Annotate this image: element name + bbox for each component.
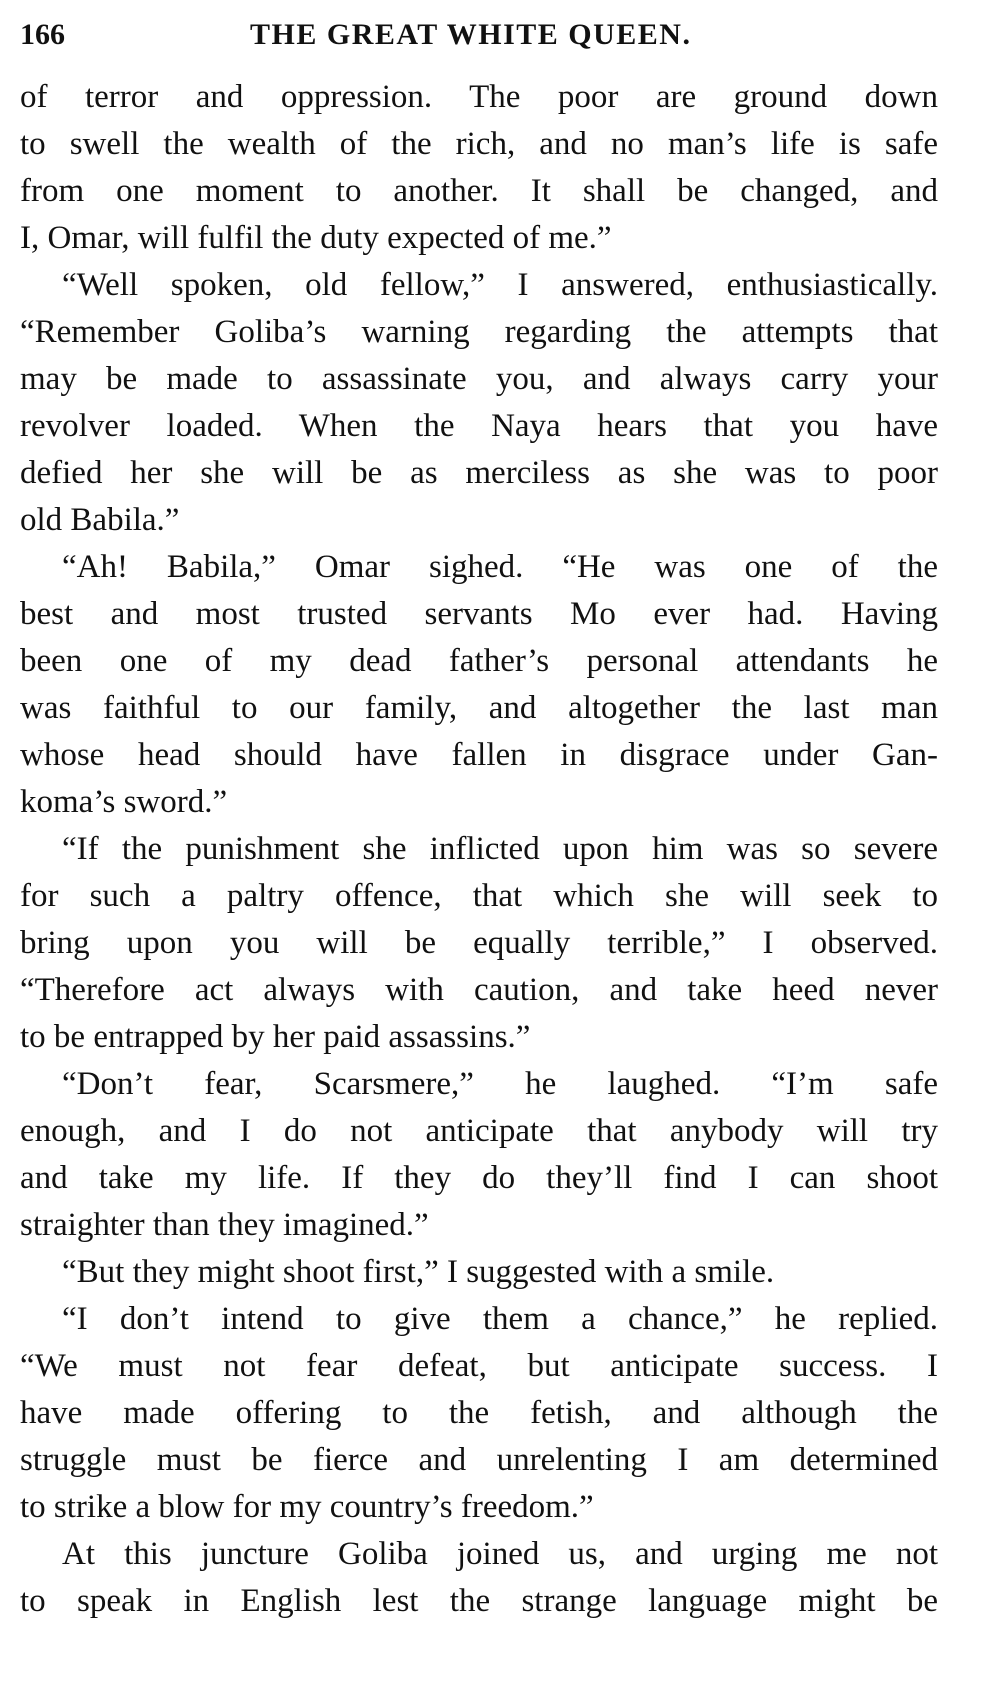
text-line: and take my life. If they do they’ll find I can shoot [20, 1160, 938, 1196]
text-line: whose head should have fallen in disgrace under Gan- [20, 737, 938, 773]
text-line: enough, and I do not anticipate that anybody will try [20, 1113, 938, 1149]
text-line: “Don’t fear, Scarsmere,” he laughed. “I’m safe [62, 1066, 938, 1102]
text-line: “We must not fear defeat, but anticipate success. I [20, 1348, 938, 1384]
text-line: to strike a blow for my country’s freedom.” [20, 1489, 594, 1525]
text-line: “But they might shoot first,” I suggested with a smile. [62, 1254, 775, 1290]
text-line: from one moment to another. It shall be changed, and [20, 173, 938, 209]
text-line: revolver loaded. When the Naya hears that you have [20, 408, 938, 444]
text-line: “Therefore act always with caution, and take heed never [20, 972, 938, 1008]
text-line: “I don’t intend to give them a chance,” he replied. [62, 1301, 938, 1337]
text-line: “Remember Goliba’s warning regarding the attempts that [20, 314, 938, 350]
text-line: best and most trusted servants Mo ever had. Having [20, 596, 938, 632]
running-title: THE GREAT WHITE QUEEN. [250, 18, 692, 51]
text-line: “Ah! Babila,” Omar sighed. “He was one of the [62, 549, 938, 585]
text-line: I, Omar, will fulfil the duty expected of me.” [20, 220, 612, 256]
text-line: “Well spoken, old fellow,” I answered, enthusiastically. [62, 267, 938, 303]
page-number: 166 [20, 18, 65, 51]
text-line: “If the punishment she inflicted upon him was so severe [62, 831, 938, 867]
text-line: to be entrapped by her paid assassins.” [20, 1019, 531, 1055]
text-line: defied her she will be as merciless as she was to poor [20, 455, 938, 491]
text-line: to speak in English lest the strange language might be [20, 1583, 938, 1619]
text-line: have made offering to the fetish, and although the [20, 1395, 938, 1431]
page-header [20, 14, 960, 54]
text-line: bring upon you will be equally terrible,” I observed. [20, 925, 938, 961]
text-line: of terror and oppression. The poor are ground down [20, 79, 938, 115]
text-line: old Babila.” [20, 502, 180, 538]
text-line: struggle must be fierce and unrelenting I am determined [20, 1442, 938, 1478]
text-line: for such a paltry offence, that which she will seek to [20, 878, 938, 914]
text-line: was faithful to our family, and altogether the last man [20, 690, 938, 726]
body-text [20, 74, 938, 1625]
text-line: At this juncture Goliba joined us, and urging me not [62, 1536, 938, 1572]
text-line: koma’s sword.” [20, 784, 228, 820]
text-line: straighter than they imagined.” [20, 1207, 429, 1243]
text-line: to swell the wealth of the rich, and no man’s life is safe [20, 126, 938, 162]
text-line: been one of my dead father’s personal attendants he [20, 643, 938, 679]
text-line: may be made to assassinate you, and always carry your [20, 361, 938, 397]
